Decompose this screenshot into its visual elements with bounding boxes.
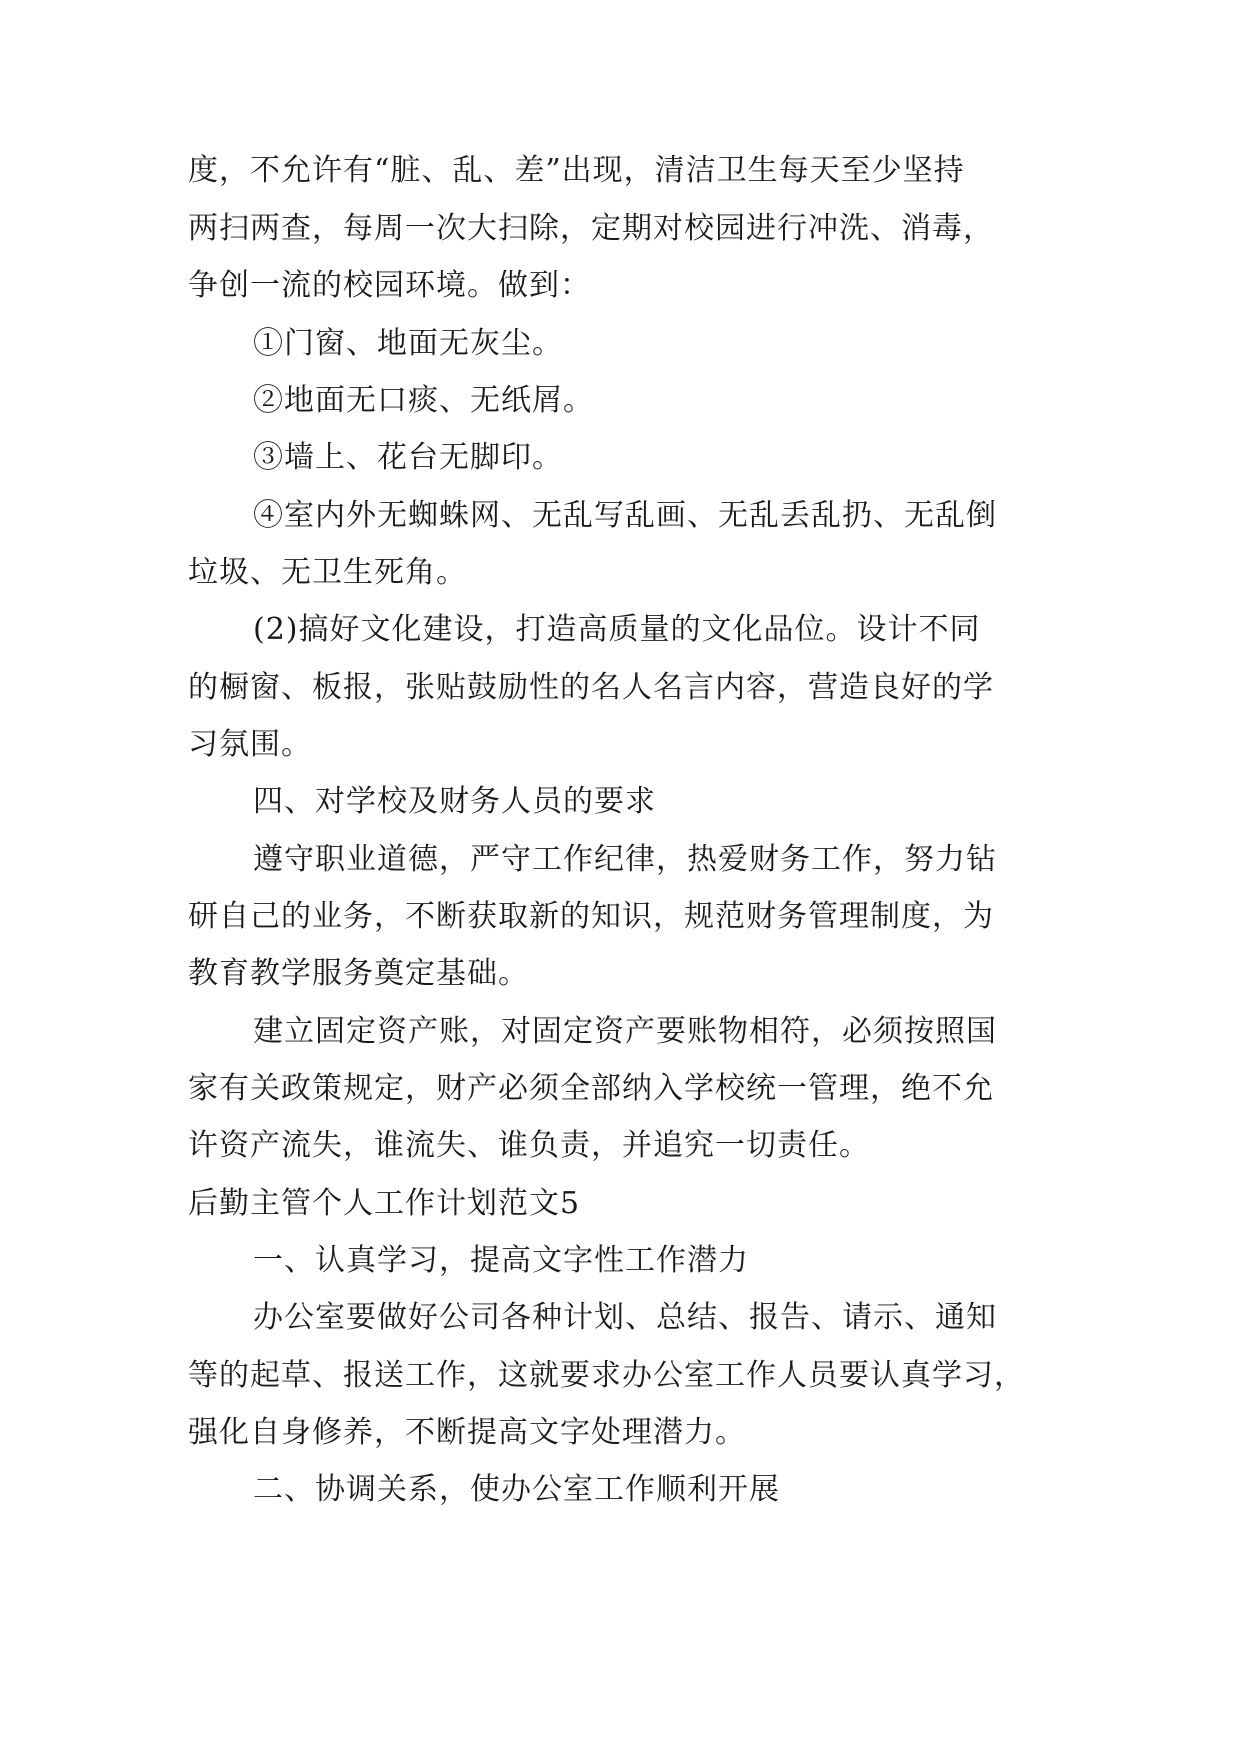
paragraph-line: (2)搞好文化建设，打造高质量的文化品位。设计不同	[253, 612, 981, 647]
paragraph-line: 建立固定资产账，对固定资产要账物相符，必须按照国	[253, 1014, 997, 1049]
paragraph-line: 办公室要做好公司各种计划、总结、报告、请示、通知	[253, 1300, 997, 1335]
paragraph-line: 的橱窗、板报，张贴鼓励性的名人名言内容，营造良好的学	[188, 670, 994, 705]
paragraph-line: 两扫两查，每周一次大扫除，定期对校园进行冲洗、消毒，	[188, 211, 994, 246]
paragraph-line: 家有关政策规定，财产必须全部纳入学校统一管理，绝不允	[188, 1071, 994, 1106]
paragraph-line: 垃圾、无卫生死角。	[188, 555, 467, 590]
paragraph-line: 许资产流失，谁流失、谁负责，并追究一切责任。	[188, 1128, 870, 1163]
paragraph-line: 度，不允许有“脏、乱、差”出现，清洁卫生每天至少坚持	[188, 153, 965, 188]
paragraph-line: 遵守职业道德，严守工作纪律，热爱财务工作，努力钻	[253, 842, 997, 877]
paragraph-line: 争创一流的校园环境。做到：	[188, 268, 591, 303]
section-heading: 四、对学校及财务人员的要求	[253, 784, 656, 819]
document-title: 后勤主管个人工作计划范文5	[188, 1186, 581, 1221]
paragraph-line: 教育教学服务奠定基础。	[188, 956, 529, 991]
paragraph-line: 习氛围。	[188, 727, 312, 762]
list-item: ①门窗、地面无灰尘。	[253, 326, 563, 361]
list-item: ④室内外无蜘蛛网、无乱写乱画、无乱丢乱扔、无乱倒	[253, 498, 997, 533]
paragraph-line: 强化自身修养，不断提高文字处理潜力。	[188, 1415, 746, 1450]
paragraph-line: 研自己的业务，不断获取新的知识，规范财务管理制度，为	[188, 899, 994, 934]
section-heading: 一、认真学习，提高文字性工作潜力	[253, 1243, 749, 1278]
section-heading: 二、协调关系，使办公室工作顺利开展	[253, 1472, 780, 1507]
paragraph-line: 等的起草、报送工作，这就要求办公室工作人员要认真学习，	[188, 1358, 1025, 1393]
list-item: ③墙上、花台无脚印。	[253, 440, 563, 475]
list-item: ②地面无口痰、无纸屑。	[253, 383, 594, 418]
